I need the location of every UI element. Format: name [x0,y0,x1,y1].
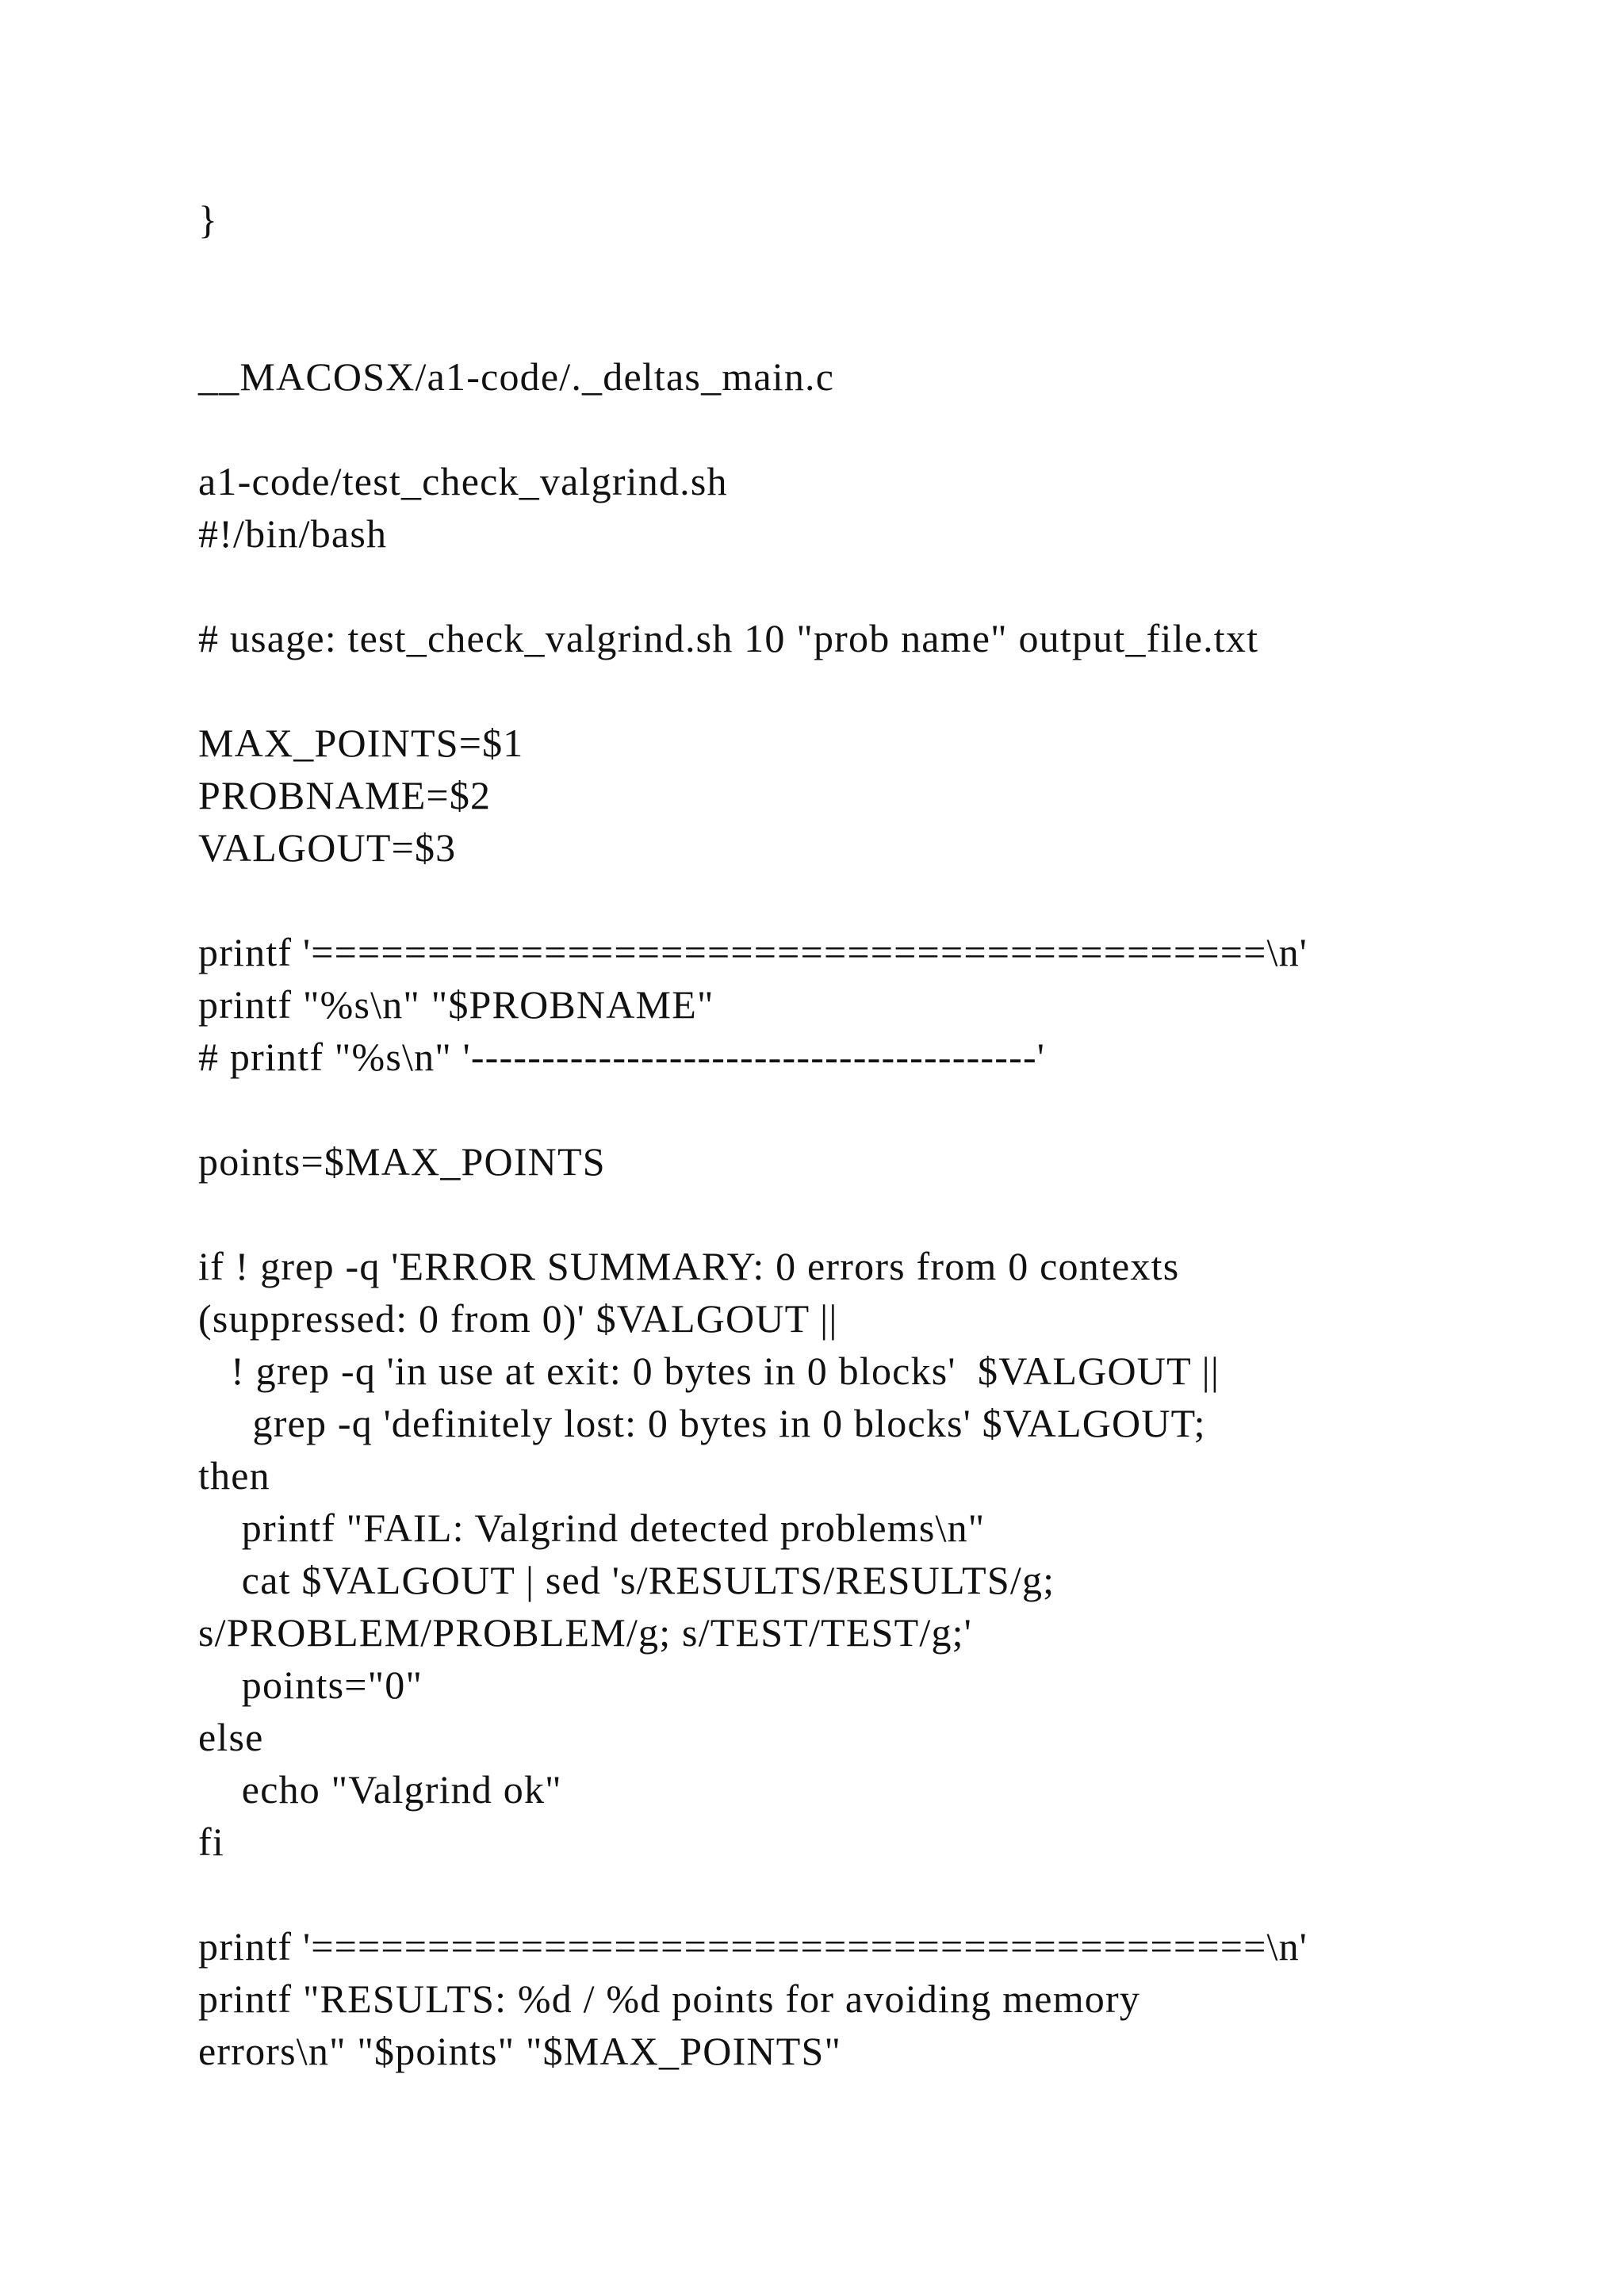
text-line [198,1188,1562,1240]
text-line: points=$MAX_POINTS [198,1139,606,1184]
text-line: (suppressed: 0 from 0)' $VALGOUT || [198,1296,838,1341]
text-line: s/PROBLEM/PROBLEM/g; s/TEST/TEST/g;' [198,1610,972,1655]
text-line: a1-code/test_check_valgrind.sh [198,459,728,503]
text-line: cat $VALGOUT | sed 's/RESULTS/RESULTS/g; [198,1558,1055,1602]
text-line [198,1868,1562,1920]
text-line [198,560,1562,612]
text-line: if ! grep -q 'ERROR SUMMARY: 0 errors from 0 contexts [198,1244,1180,1288]
text-line [198,403,1562,455]
text-line [198,874,1562,926]
text-line [198,298,1562,350]
text-line: # printf "%s\n" '----------------------------------------' [198,1035,1046,1079]
text-line: MAX_POINTS=$1 [198,721,524,765]
text-line: printf '=========================================\n' [198,930,1308,974]
text-line: points="0" [198,1663,423,1707]
document-text [198,193,1562,2077]
text-line: grep -q 'definitely lost: 0 bytes in 0 blocks' $VALGOUT; [198,1401,1206,1445]
text-line [198,1083,1562,1135]
text-line: fi [198,1820,224,1864]
text-line: printf "FAIL: Valgrind detected problems\n" [198,1506,986,1550]
text-line: PROBNAME=$2 [198,773,492,817]
text-line [198,246,1562,298]
text-line: #!/bin/bash [198,511,388,556]
text-line: } [198,197,219,242]
text-line: printf "RESULTS: %d / %d points for avoiding memory [198,1976,1141,2021]
text-line: printf '=========================================\n' [198,1924,1308,1969]
text-line: printf "%s\n" "$PROBNAME" [198,982,714,1027]
text-line: ! grep -q 'in use at exit: 0 bytes in 0 blocks' $VALGOUT || [198,1349,1220,1393]
text-line [198,664,1562,717]
text-line: __MACOSX/a1-code/._deltas_main.c [198,354,835,399]
text-line: else [198,1715,264,1759]
text-line: echo "Valgrind ok" [198,1767,562,1812]
text-line: then [198,1453,270,1498]
text-line: VALGOUT=$3 [198,825,457,870]
text-line: # usage: test_check_valgrind.sh 10 "prob name" output_file.txt [198,616,1259,660]
text-line: errors\n" "$points" "$MAX_POINTS" [198,2029,842,2073]
